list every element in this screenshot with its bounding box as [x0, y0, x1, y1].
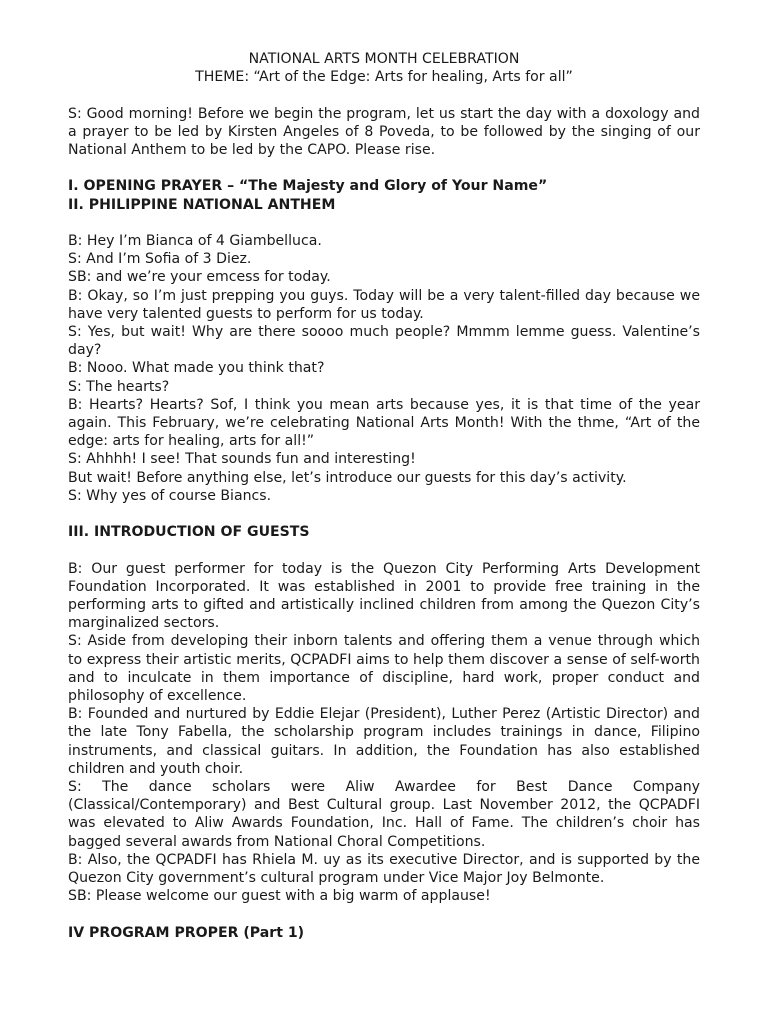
- intro-paragraph: S: Good morning! Before we begin the program, let us start the day with a doxology and a prayer to be led by Kirsten Angeles of 8 Poveda, to be followed by the singing of our National Anthem to be led by the CAPO. Please rise.: [68, 105, 700, 158]
- dialogue-line: S: The hearts?: [68, 378, 170, 395]
- document-page: [68, 50, 700, 942]
- document-theme: THEME: “Art of the Edge: Arts for healing, Arts for all”: [195, 69, 573, 86]
- dialogue-line: B: Okay, so I’m just prepping you guys. Today will be a very talent-filled day because we have very talented guests to perform for us today.: [68, 287, 700, 322]
- guests-paragraph: SB: Please welcome our guest with a big warm of applause!: [68, 888, 491, 905]
- guests-paragraph: S: The dance scholars were Aliw Awardee for Best Dance Company (Classical/Contemporary) and Best Cultural group. Last November 2012, the QCPADFI was elevated to Aliw Awards Foundation, Inc. Hall of Fame. The children’s choir has bagged several awards from National Choral Competitions.: [68, 779, 700, 850]
- spacer: [68, 541, 700, 559]
- section-heading-anthem: II. PHILIPPINE NATIONAL ANTHEM: [68, 196, 336, 213]
- guests-paragraph: B: Also, the QCPADFI has Rhiela M. uy as its executive Director, and is supported by the Quezon City government’s cultural program under Vice Major Joy Belmonte.: [68, 851, 700, 887]
- dialogue-line: S: Ahhhh! I see! That sounds fun and interesting!: [68, 451, 416, 468]
- spacer: [68, 214, 700, 232]
- dialogue-line: B: Hearts? Hearts? Sof, I think you mean arts because yes, it is that time of the year again. This February, we’re celebrating National Arts Month! With the thme, “Art of the edge: arts for healing, arts for all!”: [68, 396, 700, 450]
- guests-paragraph: B: Our guest performer for today is the Quezon City Performing Arts Development Foundation Incorporated. It was established in 2001 to provide free training in the performing arts to gifted and artistically inclined children from among the Quezon City’s marginalized sectors.: [68, 560, 700, 632]
- dialogue-line: S: And I’m Sofia of 3 Diez.: [68, 251, 252, 268]
- dialogue-line: S: Yes, but wait! Why are there soooo much people? Mmmm lemme guess. Valentine’s day?: [68, 324, 700, 359]
- dialogue-line: B: Hey I’m Bianca of 4 Giambelluca.: [68, 232, 322, 249]
- document-title: NATIONAL ARTS MONTH CELEBRATION: [248, 51, 520, 67]
- dialogue-line: SB: and we’re your emcess for today.: [68, 269, 331, 286]
- spacer: [68, 505, 700, 523]
- spacer: [68, 86, 700, 104]
- dialogue-line: S: Why yes of course Biancs.: [68, 487, 272, 504]
- spacer: [68, 159, 700, 177]
- dialogue-line: B: Nooo. What made you think that?: [68, 360, 325, 377]
- spacer: [68, 905, 700, 923]
- section-heading-guests: III. INTRODUCTION OF GUESTS: [68, 524, 310, 541]
- guests-paragraph: B: Founded and nurtured by Eddie Elejar (President), Luther Perez (Artistic Director) and the late Tony Fabella, the scholarship program includes trainings in dance, Filipino instruments, and classical guitars. In addition, the Foundation has also established children and youth choir.: [68, 706, 700, 777]
- section-heading-program: IV PROGRAM PROPER (Part 1): [68, 924, 305, 941]
- section-heading-opening-prayer: I. OPENING PRAYER – “The Majesty and Glory of Your Name”: [68, 178, 548, 195]
- guests-paragraph: S: Aside from developing their inborn talents and offering them a venue through which to express their artistic merits, QCPADFI aims to help them discover a sense of self-worth and to inculcate in them importance of discipline, hard work, proper conduct and philosophy of excellence.: [68, 633, 700, 705]
- dialogue-line: But wait! Before anything else, let’s introduce our guests for this day’s activity.: [68, 469, 627, 486]
